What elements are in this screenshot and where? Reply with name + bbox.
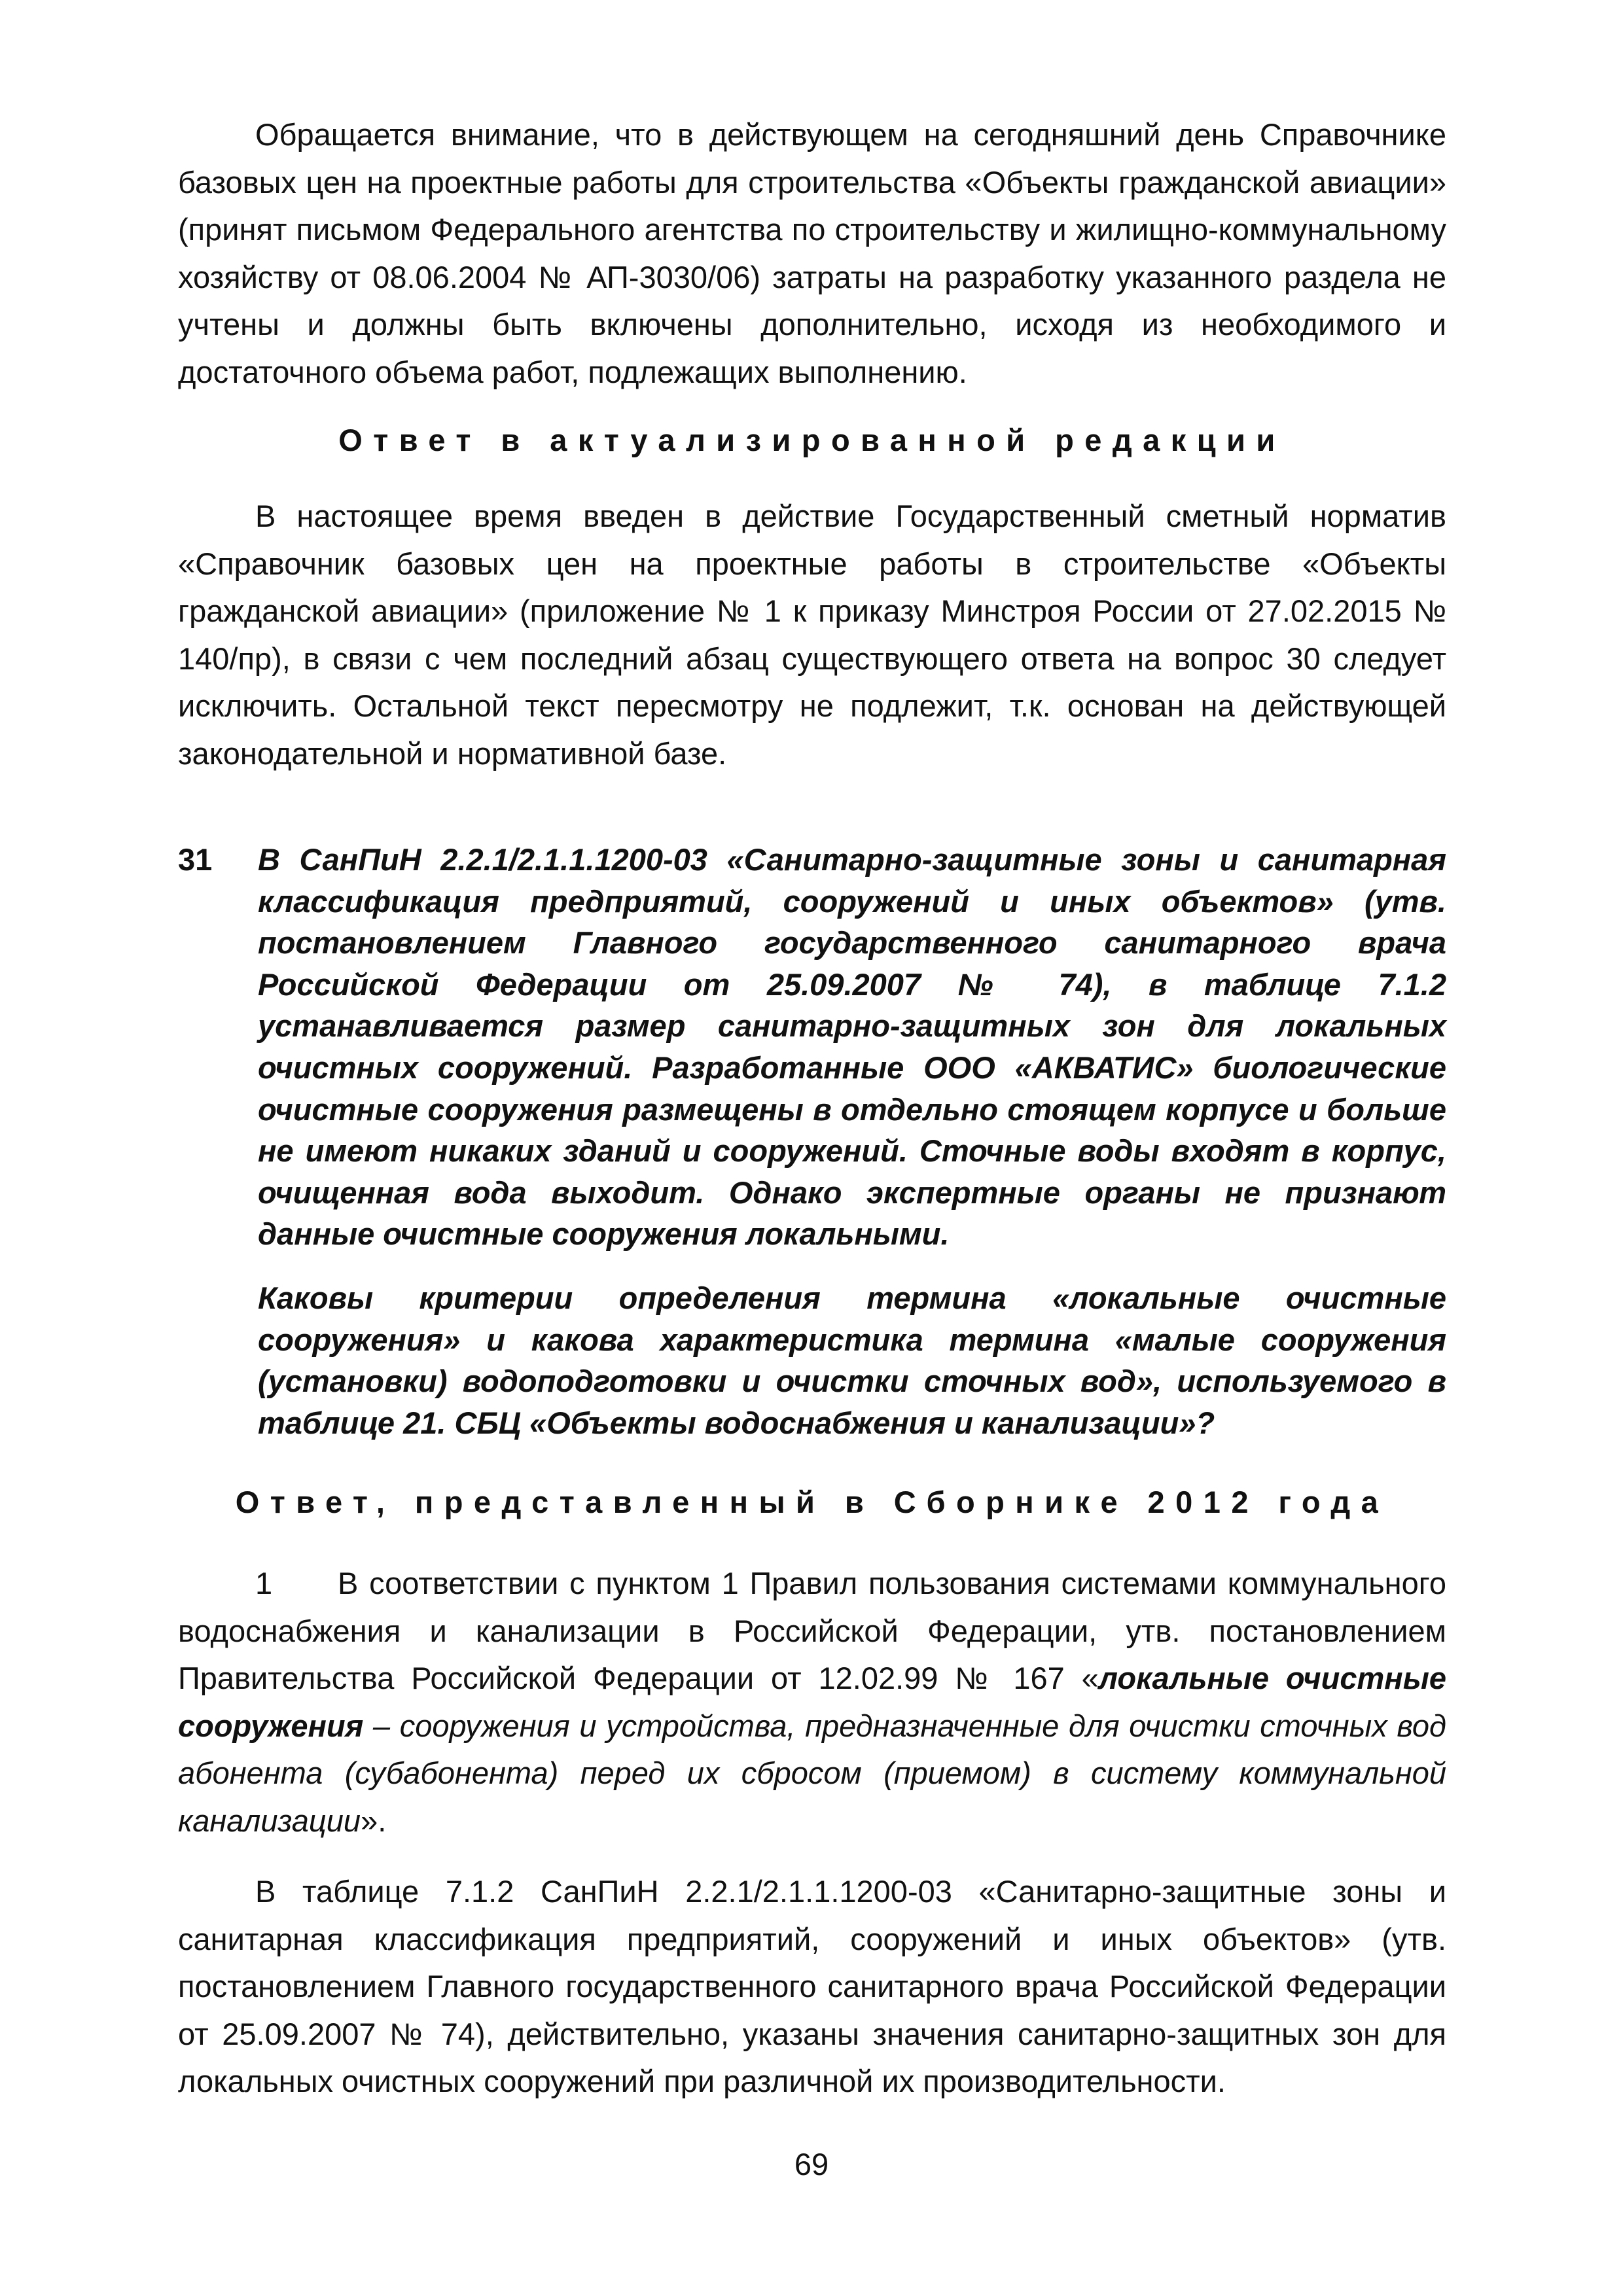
paragraph-intro: Обращается внимание, что в действующем на сегодняшний день Справочнике базовых цен на проектные работы для строительства «Объекты гражданской авиации» (принят письмом Федерального агентства по строительству и жилищно-коммунальному хозяйству от 08.06.2004 № АП-3030/06) затраты на разработку указанного раздела не учтены и должны быть включены дополнительно, исходя из необходимого и достаточного объема работ, подлежащих выполнению. xyxy=(178,117,1446,389)
question-number: 31 xyxy=(178,842,213,877)
question-paragraph-2: Каковы критерии определения термина «локальные очистные сооружения» и какова характеристика термина «малые сооружения (установки) водоподготовки и очистки сточных вод», используемого в таблице 21. СБЦ «Объекты водоснабжения и канализации»? xyxy=(258,1280,1446,1440)
paragraph-table-reference: В таблице 7.1.2 СанПиН 2.2.1/2.1.1.1200-03 «Санитарно-защитные зоны и санитарная классификация предприятий, сооружений и иных объектов» (утв. постановлением Главного государственного санитарного врача Российской Федерации от 25.09.2007 № 74), действительно, указаны значения санитарно-защитных зон для локальных очистных сооружений при различной их производительности. xyxy=(178,1874,1446,2099)
page-number: 69 xyxy=(794,2147,829,2181)
heading-text: Ответ, представленный в Сборнике 2012 года xyxy=(235,1485,1389,1520)
answer-quote-end: ». xyxy=(361,1803,387,1838)
document-page xyxy=(178,111,1446,2106)
paragraph-updated-answer: В настоящее время введен в действие Государственный сметный норматив «Справочник базовых цен на проектные работы в строительстве «Объекты гражданской авиации» (приложение № 1 к приказу Минстроя России от 27.02.2015 № 140/пр), в связи с чем последний абзац существующего ответа на вопрос 30 следует исключить. Остальной текст пересмотру не подлежит, т.к. основан на действующей законодательной и нормативной базе. xyxy=(178,499,1446,771)
section-heading-updated-answer: Ответ в актуализированной редакции xyxy=(338,423,1286,457)
question-paragraph-1: В СанПиН 2.2.1/2.1.1.1200-03 «Санитарно-защитные зоны и санитарная классификация предприятий, сооружений и иных объектов» (утв. постановлением Главного государственного санитарного врача Российской Федерации от 25.09.2007 № 74), в таблице 7.1.2 устанавливается размер санитарно-защитных зон для локальных очистных сооружений. Разработанные ООО «АКВАТИС» биологические очистные сооружения размещены в отдельно стоящем корпусе и больше не имеют никаких зданий и сооружений. Сточные воды входят в корпус, очищенная вода выходит. Однако экспертные органы не признают данные очистные сооружения локальными. xyxy=(258,842,1446,1252)
section-heading-2012-answer xyxy=(178,1479,1446,1526)
answer-paragraph-1 xyxy=(178,1560,1446,1845)
answer-plain-text: В соответствии с пунктом 1 Правил пользования системами коммунального водоснабжения и канализации в Российской Федерации, утв. постановлением Правительства Российской Федерации от 12.02.99 № 167 « xyxy=(178,1566,1446,1696)
question-block xyxy=(178,839,1446,1443)
answer-item-number: 1 xyxy=(255,1566,273,1601)
answer-defined-term: локальные очистные сооружения xyxy=(178,1661,1446,1743)
question-text xyxy=(258,839,1446,1443)
answer-definition: – сооружения и устройства, предназначенные для очистки сточных вод абонента (субабонента) перед их сбросом (приемом) в систему коммунальной канализации xyxy=(178,1708,1446,1838)
